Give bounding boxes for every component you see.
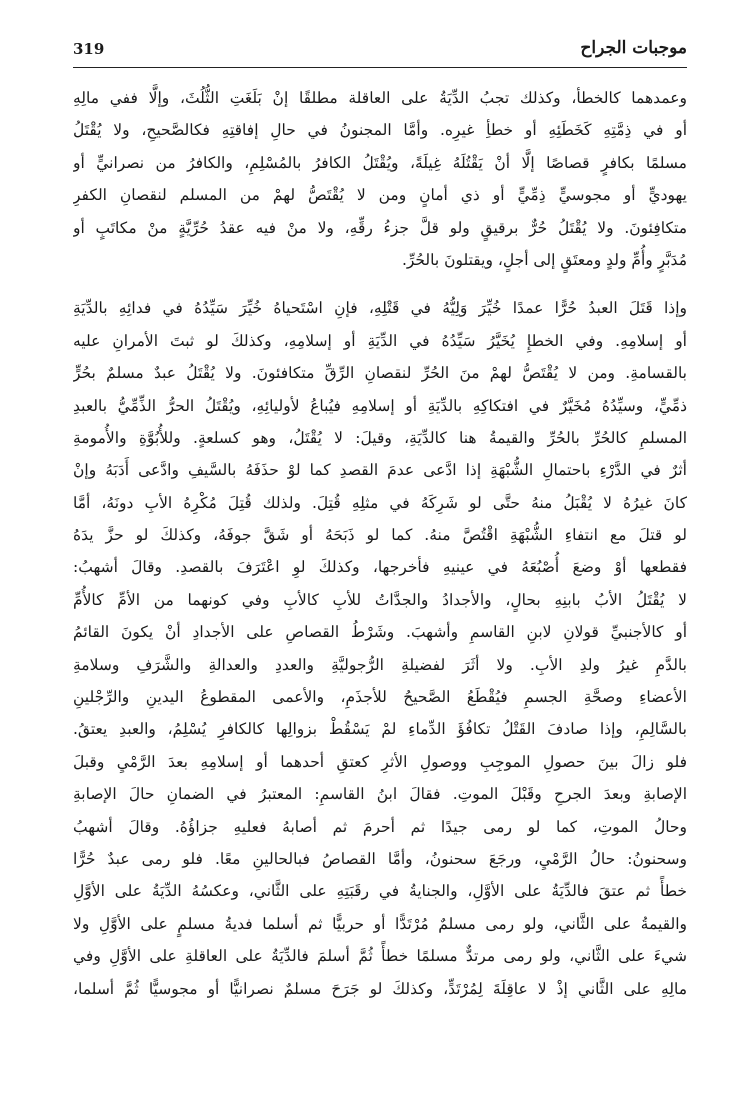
text-line: كانَ غيرُهُ لا يُقْبَلُ منهُ حتَّى لو شَرِكَهُ في مثلِهِ قُتِلَ. ولذلك قُتِلَ مُكْرِهُ الأبِ دونَهُ، أمَّا [73, 493, 687, 512]
text-line: لو قتلَ مع انتفاءِ الشُّبْهَةِ اقْتُصَّ منهُ. كما لو ذَبَحَهُ أو شَقَّ جوفَهُ، وكذلكَ لو حزَّ يدَهُ [73, 526, 687, 545]
text-line: بالدَّمِ غيرُ ولدِ الأبِ. ولا أثَرَ لفضيلةِ الرُّجوليَّةِ والعددِ والعدالةِ والشَّرَفِ وسلامةِ [73, 655, 687, 674]
paragraph-1 [73, 82, 687, 276]
paragraph-2 [73, 292, 687, 1005]
text-line: والقيمةُ على الثَّاني، ولو رمى مسلمٌ مُرْتَدًّا أو حربيًّا ثم أسلما فديةُ مسلمٍ على الأوَّلِ ولا [73, 914, 687, 933]
text-line: مُدَبَّرٍ وأُمِّ ولدٍ ومعتَقٍ إلى أجلٍ، ويقتلونَ بالحُرِّ. [401, 250, 687, 269]
text-line: المسلمِ كالحُرِّ بالحُرِّ والقيمةُ هنا كالدِّيَةِ، وقيلَ: لا يُقْتَلُ، وهو كسلعةٍ. وللأُبُوَّةِ والأُمومةِ [73, 428, 687, 447]
header-rule [73, 67, 687, 68]
running-title: موجبات الجراح [580, 38, 687, 58]
body-text [73, 82, 687, 1005]
text-line: الإصابةِ وبعدَ الجرحِ وقَبْلَ الموتِ. فقالَ ابنُ القاسمِ: المعتبرُ في الضمانِ حالَ الإصابةِ [73, 785, 687, 804]
text-line: لا يُقْتَلُ الأبُ بابنِهِ بحالٍ، والأجدادُ والجدَّاتُ للأبِ كالأبِ وفي كونهما من الأمِّ كالأُمِّ [73, 590, 687, 609]
text-line: الأعضاءِ وصحَّةِ الجسمِ فيُقْطَعُ الصَّحيحُ للأجذَمِ، والأعمى المقطوعُ اليدينِ والرِّجْلينِ [73, 688, 687, 707]
text-line: أو كالأجنبيِّ قولانِ لابنِ القاسمِ وأشهبَ. وشَرْطُ القصاصِ على الأجدادِ أنْ يكونَ القائمُ [73, 623, 687, 642]
text-line: خطأً ثم عتقَ فالدِّيَةُ على الأوَّلِ، والجنايةُ في رقَبَتِهِ على الثَّاني، وعكسُهُ الدِّيَةُ على الأوَّلِ [73, 882, 687, 901]
text-line: مسلمًا بكافرٍ قصاصًا إلَّا أنْ يَقْتُلَهُ غِيلَةً، ويُقْتَلُ الكافرُ بالمُسْلِمِ، والكافرُ من نصرانيٍّ أو [73, 153, 687, 172]
text-line: وعمدهما كالخطأ، وكذلك تجبُ الدِّيَةُ على العاقلة مطلقًا إنْ بَلَغَتِ الثُّلُثَ، وإلَّا ففي مالِهِ [73, 89, 687, 107]
text-line: وسحنونُ: حالُ الرَّمْيِ، ورجَعَ سحنونُ، وأمَّا القصاصُ فبالحالينِ معًا. فلو رمى عبدٌ حُرًّا [73, 849, 687, 868]
text-line: أو إسلامِهِ. وفي الخطإِ يُخَيَّرُ سَيِّدُهُ في الدِّيَةِ أو إسلامِهِ، وكذلكَ لو ثبتَ الأمرانِ عليه [73, 331, 687, 350]
page-header [73, 38, 687, 66]
text-line: متكافِئونَ. ولا يُقْتَلُ حُرٌّ برقيقٍ ولو قلَّ جزءُ رقِّهِ، ولا منْ فيه عقدُ حُرِّيَّةٍ منْ مكاتَبٍ أو [73, 218, 687, 237]
text-line: يهوديٍّ أو مجوسيٍّ ذِمِّيٍّ أو ذي أمانٍ ومن لا يُقْتَصُّ لهمْ من المسلم لنقصانِ الكفرِ [73, 186, 687, 205]
text-line: أو في ذِمَّتِهِ كَخَطَئِهِ أو خطأِ غيرِه. وأمَّا المجنونُ في حالِ إفاقتِهِ فكالصَّحيحِ، ولا يُقْتَلُ [73, 121, 687, 140]
text-line: بالسَّالِمِ، وإذا صادفَ القَتْلُ تكافُؤَ الدِّماءِ لمْ يَسْقُطْ بزوالِها كالكافرِ يُسْلِمُ، والعبدِ يعتقُ. [73, 720, 687, 739]
text-line: ذمِّيٍّ، وسيِّدُهُ مُخَيَّرٌ في افتكاكِهِ بالدِّيَةِ أو إسلامِهِ فيُباعُ لأوليائِهِ، ويُقْتَلُ الحرُّ الذِّمِّيُّ بالعبدِ [73, 396, 687, 415]
text-line: بالقسامةِ. ومن لا يُقْتَصُّ لهمْ منَ الحُرِّ لنقصانِ الرِّقِّ متكافئونَ. ولا يُقْتَلُ عبدٌ مسلمٌ بحُرٍّ [73, 364, 687, 383]
text-line: شيءَ على الثَّاني، ولو رمى مرتدٌّ مسلمًا خطأً ثُمَّ أسلمَ فالدِّيَةُ على العاقلةِ على الأوَّلِ وفي [73, 947, 687, 966]
paragraph-gap [73, 276, 687, 292]
text-line: مالِهِ على الثَّاني إذْ لا عاقِلَةَ لِمُرْتَدٍّ، وكذلكَ لو جَرَحَ مسلمٌ نصرانيًّا أو مجوسيًّا ثُمَّ أسلما، [73, 979, 687, 998]
text-line: وإذا قَتَلَ العبدُ حُرًّا عمدًا خُيِّرَ وَلِيُّهُ في قَتْلِهِ، فإنِ اسْتَحياهُ خُيِّرَ سَيِّدُهُ في فدائِهِ بالدِّيَةِ [73, 299, 687, 318]
text-line: أثرٌ في الدَّرْءِ باحتمالِ الشُّبْهَةِ إذا ادَّعى عدمَ القصدِ كما لوْ حذَفَهُ بالسَّيفِ وادَّعى أَدَبَهُ وإنْ [73, 461, 687, 480]
text-line: فقطعها أوْ وضعَ أُصْبُعَهُ في عينيهِ فأخرجها، وكذلكَ لوِ اعْتَرَفَ بالقصدِ. وقالَ أشهبُ: [73, 558, 687, 577]
text-line: وحالُ الموتِ، كما لو رمى جيدًا ثم أحرمَ ثم أصابهُ فعليهِ جزاؤُهُ. وقالَ أشهبُ [73, 817, 687, 836]
page-number: 319 [73, 40, 105, 58]
text-line: فلو زالَ بينَ حصولِ الموجِبِ ووصولِ الأثرِ كعتقِ أحدهما أو إسلامِهِ بعدَ الرَّمْيِ وقبلَ [73, 752, 687, 771]
